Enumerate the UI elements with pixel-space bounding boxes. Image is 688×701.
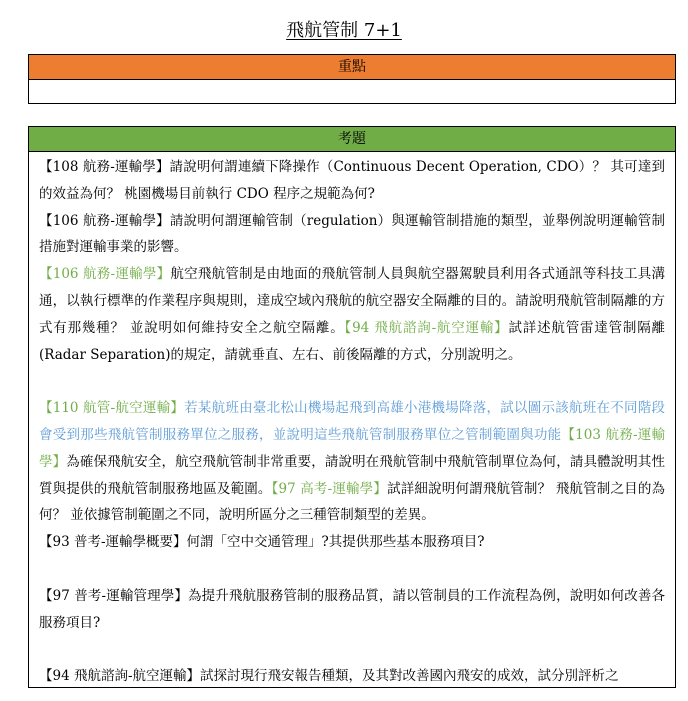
- document-title: 飛航管制 7+1: [286, 20, 402, 41]
- question-item: 【97 普考-運輸管理學】為提升飛航服務管制的服務品質，請以管制員的工作流程為例，說明如何改善各服務項目?: [39, 587, 665, 631]
- question-source-tag: 【106 航務-運輸學】: [39, 266, 171, 283]
- blank-line: [39, 368, 665, 395]
- question-item: 【93 普考-運輸學概要】何謂「空中交通管理」?其提供那些基本服務項目?: [39, 534, 485, 551]
- key-points-body: [29, 80, 675, 82]
- question-source-tag: 【97 高考-運輸學】: [271, 480, 388, 497]
- exam-questions-box: [28, 126, 676, 688]
- question-source-tag: 【94 飛航諮詢-航空運輸】: [344, 319, 509, 336]
- question-item: [39, 395, 665, 529]
- blank-line: [39, 636, 665, 663]
- question-text: 航空飛航管制是由地面的飛航管制人員與航空器駕駛員利用各式通訊等科技工具溝 通，以執行標準的作業程序與規則，達成空域內飛航的航空器安全隔離的目的。請說明飛航管制隔離的方式有那幾種？ 並說明如何維持安全之航空隔離。: [39, 266, 666, 336]
- question-text: 若某航班由臺北松山機場起飛到高雄小港機場降落，試以圖示該航班在不同階段會受到那些飛航管制服務單位之服務，並說明這些飛航管制服務單位之管制範圍與功能: [39, 400, 665, 443]
- question-source-tag: 【103 航務-運輸學】: [39, 426, 665, 470]
- question-item: [39, 261, 665, 368]
- question-text: 試詳細說明何謂飛航管制？ 飛航管制之目的為何？ 並依據管制範圍之不同，說明所區分之三種管制類型的差異。: [39, 480, 666, 524]
- question-text: 為確保飛航安全，航空飛航管制非常重要，請說明在飛航管制中飛航管制單位為何，請具體說明其性質與提供的飛航管制服務地區及範圍。: [39, 453, 666, 497]
- exam-questions-header: 考題: [29, 127, 675, 152]
- question-item: 【106 航務-運輸學】請說明何謂運輸管制（regulation）與運輸管制措施的類型，並舉例說明運輸管制措施對運輸事業的影響。: [39, 212, 665, 256]
- question-item: 【94 飛航諮詢-航空運輸】試探討現行飛安報告種類，及其對改善國內飛安的成效，試分別評析之: [39, 668, 619, 685]
- question-text: 試詳述航管雷達管制隔離(Radar Separation)的規定，請就垂直、左右、前後隔離的方式，分別說明之。: [39, 319, 666, 363]
- question-item: 【108 航務-運輸學】請說明何謂連續下降操作（Continuous Decent Operation, CDO）？ 其可達到的效益為何？ 桃園機場目前執行 CDO 程序之規範為何?: [39, 159, 665, 202]
- key-points-header: 重點: [29, 55, 675, 80]
- key-points-box: [28, 54, 676, 104]
- blank-line: [39, 556, 665, 583]
- exam-questions-content: [29, 152, 675, 688]
- question-source-tag: 【110 航管-航空運輸】: [39, 400, 185, 417]
